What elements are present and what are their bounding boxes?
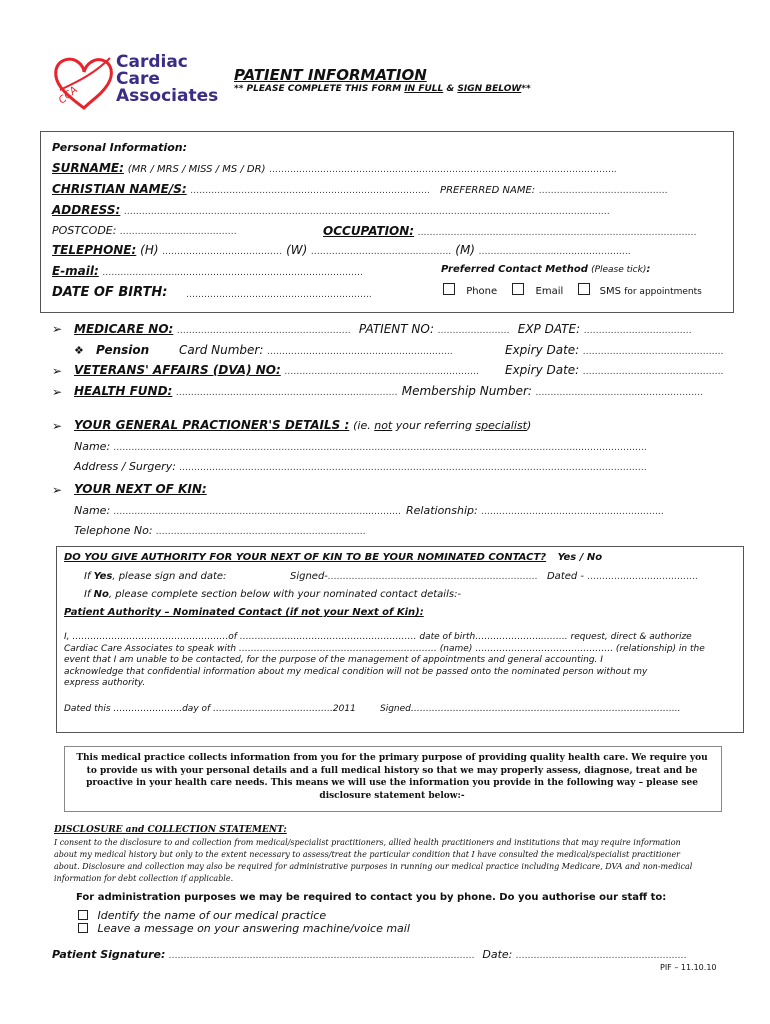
pension-expiry-row: Expiry Date: ……………………………………….. [505,343,724,357]
patient-authority-heading: Patient Authority – Nominated Contact (if not your Next of Kin): [64,607,424,618]
privacy-line: to provide us with your personal details and a full medical history so that we may properly assess, diagnose, treat and be [86,765,698,776]
kin-dated-field[interactable]: ………………………………. [587,572,699,582]
disclosure-line: about my medical history but only to the extent necessary to assess/treat the particular condition that I have consulted the medical/specialist practitioner [54,850,680,859]
dob-label: DATE OF BIRTH: [52,285,168,300]
kin-signed-field[interactable]: ……………………………………………………………. [327,572,538,582]
home-phone-field[interactable]: ……………………….………… [162,247,283,257]
occupation-row: OCCUPATION: ………………………………………………………………………………… [323,224,697,238]
health-fund-field[interactable]: ……………………………………………………..………… [176,388,398,398]
disclosure-line: about. Disclosure and collection may also be required for administrative purposes in running our medical practice including Medicare, DVA and non-medical [54,862,693,871]
authority-paragraph [64,632,705,690]
dva-expiry-field[interactable]: ……………………………………….. [583,367,724,377]
kin-name-row: Name: …………………………………………………………………………..………. [74,504,402,517]
pension-row: Pension Card Number: …………………………………………………….. [96,343,453,357]
authority-dated-field[interactable]: Dated this …………………..day of ………………………………….2011 [64,704,356,714]
bullet-arrow-icon: ➢ [52,419,63,433]
gp-address-field[interactable]: …………..……………………………………………………………………………………………………………………………. [179,463,647,473]
kin-relationship-row: Relationship: ……………………………………………………. [406,504,665,517]
dva-row: VETERANS' AFFAIRS (DVA) NO: ……………………………………………..………… [74,363,480,377]
membership-field[interactable]: ……………………………..………………… [535,388,704,398]
signature-date-field[interactable]: ………………………………………………… [515,951,687,961]
disclosure-text [54,837,692,885]
logo-line-3: Associates [116,86,219,106]
patient-signature-field[interactable]: ………………………………………………………………………………………… [168,951,475,961]
signature-row: Patient Signature: ………………………………………………………………………………………… Date: ………………………………………………… [52,948,687,961]
authority-line[interactable]: I, …………………………………………….of ……………..…………………………………… date of birth…………………..…….. request, direct & authorize [64,632,692,642]
page-title: PATIENT INFORMATION [234,66,427,84]
bullet-arrow-icon: ➢ [52,322,63,336]
address-row: ADDRESS: ……………………………………………………………………………………………………………………………………………… [52,203,611,217]
authority-line: event that I am unable to be contacted, for the purpose of the management of appointments and general accounting. I [64,655,603,665]
disclosure-line: information for debt collection if applicable. [54,874,234,883]
gp-address-row: Address / Surgery: …………..……………………………………………………………………………………………………………………………. [74,460,647,473]
email-row: E-mail: ……………………..……………………………………………………. [52,264,364,278]
address-field[interactable]: ……………………………………………………………………………………………………………………………………………… [124,207,611,217]
patient-number-field[interactable]: …………………… [437,326,510,336]
surname-field[interactable]: …………………………………………………………………………………………………….. [269,165,618,175]
christian-name-field[interactable]: ……………………………….……………………………………. [190,186,431,196]
mobile-phone-field[interactable]: ……………………..……..…………….. [478,247,631,257]
occupation-field[interactable]: ………………………………………………………………………………… [417,228,697,238]
kin-relationship-field[interactable]: ……………………………………………………. [481,507,665,517]
pension-card-field[interactable]: …………………………………………………….. [267,347,453,357]
medicare-row: MEDICARE NO: ……………………………….………………… PATIENT NO: …………………… EXP DATE: ……………………………… [74,322,692,336]
disclosure-line: I consent to the disclosure to and collection from medical/specialist practitioners, allied health practitioners and institutions that may require information [54,838,681,847]
practice-logo [52,54,222,114]
privacy-text [64,752,720,802]
bullet-arrow-icon: ➢ [52,385,63,399]
kin-heading: YOUR NEXT OF KIN: [74,482,207,496]
kin-telephone-row: Telephone No: ……………………………………………………………. [74,524,366,537]
telephone-row: TELEPHONE: (H) ……………………….………… (W) ………………….…………..……….. (M) ……………………..……..…………….. [52,243,631,257]
authority-line[interactable]: Cardiac Care Associates to speak with ………………………………………………………… (name) ………………………………………. (relationship) in the [64,643,705,654]
christian-row: CHRISTIAN NAME/S: ……………………………….……………………………………. PREFERRED NAME: ……………………………………. [52,182,668,196]
disclosure-heading: DISCLOSURE and COLLECTION STATEMENT: [54,825,287,835]
work-phone-field[interactable]: ………………….…………..……….. [311,247,452,257]
contact-method-label: Preferred Contact Method (Please tick): [441,264,651,275]
gp-heading-row: YOUR GENERAL PRACTIONER'S DETAILS : (ie. not your referring specialist) [74,418,532,432]
authority-signed-field[interactable]: Signed……………………………………………………………………………... [380,704,681,714]
privacy-line: This medical practice collects information from you for the primary purpose of providing quality health care. We require you [76,753,708,763]
kin-name-field[interactable]: …………………………………………………………………………..………. [113,507,402,517]
email-field[interactable]: ……………………..……………………………………………………. [102,268,364,278]
kin-telephone-field[interactable]: ……………………………………………………………. [156,527,366,537]
medicare-field[interactable]: ……………………………….………………… [177,326,352,336]
postcode-field[interactable]: ………………………………… [119,227,237,237]
gp-name-field[interactable]: ………………………………………………………………………………………………………………………………………..………………….. [113,443,648,453]
email-checkbox[interactable] [512,283,524,295]
identify-practice-checkbox[interactable] [78,910,88,920]
medicare-expiry-field[interactable]: ……………………………… [583,326,692,336]
admin-option-2: Leave a message on your answering machine/voice mail [78,922,410,935]
yes-no-choice[interactable]: Yes / No [557,552,603,563]
form-code: PIF – 11.10.10 [660,963,717,972]
pension-expiry-field[interactable]: ……………………………………….. [583,347,724,357]
surname-row: SURNAME: (MR / MRS / MISS / MS / DR) …………………………………………………………………………………………………….. [52,161,618,175]
admin-heading: For administration purposes we may be required to contact you by phone. Do you authorise our staff to: [76,892,667,903]
signed-row: Signed-……………………………………………………………. Dated - ………………………………. [290,571,699,582]
health-fund-row: HEALTH FUND: ……………………………………………………..………… Membership Number: ……………………………..………………… [74,384,704,398]
bullet-arrow-icon: ➢ [52,483,63,497]
header-instruction: ** PLEASE COMPLETE THIS FORM IN FULL & SIGN BELOW** [234,84,531,94]
dob-field[interactable]: …………………………………………………….. [186,290,372,300]
privacy-line: disclosure statement below:- [319,790,465,801]
phone-checkbox[interactable] [443,283,455,295]
contact-options: Phone Email SMS for appointments [443,283,702,297]
preferred-name-field[interactable]: ……………………………………. [538,186,668,196]
bullet-arrow-icon: ➢ [52,364,63,378]
sms-checkbox[interactable] [578,283,590,295]
if-no-row: If No, please complete section below with your nominated contact details:- [84,589,462,600]
leave-message-checkbox[interactable] [78,923,88,933]
authority-line: express authority. [64,678,146,688]
dva-field[interactable]: ……………………………………………..………… [284,367,480,377]
authority-line: acknowledge that confidential information about my medical condition will not be passed onto the nominated person without my [64,666,648,677]
privacy-line: proactive in your health care needs. This means we will use the information you provide in the following way – please see [86,778,698,788]
diamond-bullet-icon: ❖ [74,344,84,357]
admin-option-1: Identify the name of our medical practice [78,909,326,922]
logo-line-1: Cardiac [116,52,188,72]
logo-line-2: Care [116,69,160,89]
postcode-row: POSTCODE: ………………………………… [52,224,237,237]
logo-mark: CCA [56,84,80,107]
gp-name-row: Name: ………………………………………………………………………………………………………………………………………..………………….. [74,440,648,453]
dva-expiry-row: Expiry Date: ……………………………………….. [505,363,724,377]
authority-question-row: DO YOU GIVE AUTHORITY FOR YOUR NEXT OF KIN TO BE YOUR NOMINATED CONTACT? Yes / No [64,552,603,563]
if-yes-row: If Yes, please sign and date: [84,571,227,582]
personal-heading: Personal Information: [52,141,188,154]
